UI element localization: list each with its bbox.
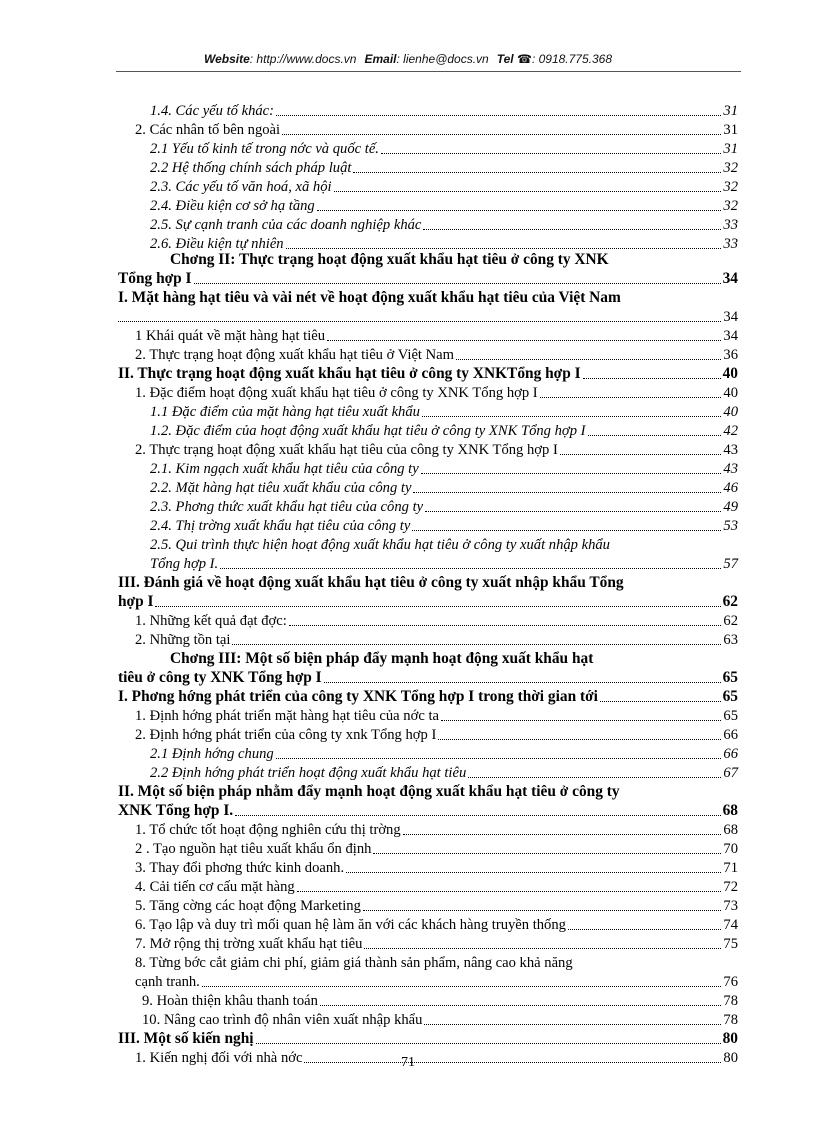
- toc-entry[interactable]: 4. Cải tiến cơ cấu mặt hàng 72: [135, 879, 738, 895]
- toc-entry[interactable]: 2.5. Sự cạnh tranh của các doanh nghiệp khác 33: [150, 217, 738, 233]
- toc-entry[interactable]: 2 . Tạo nguồn hạt tiêu xuất khẩu ổn định 70: [135, 841, 738, 857]
- toc-entry[interactable]: 2.6. Điều kiện tự nhiên 33: [150, 236, 738, 252]
- toc-entry[interactable]: 2.3. Phơng thức xuất khẩu hạt tiêu của công ty 49: [150, 499, 738, 515]
- toc-section-title: II. Một số biện pháp nhằm đẩy mạnh hoạt động xuất khẩu hạt tiêu ở công ty: [118, 783, 620, 800]
- tel-value: : 0918.775.368: [531, 52, 613, 66]
- toc-entry[interactable]: 2. Thực trạng hoạt động xuất khẩu hạt tiêu của công ty XNK Tổng hợp I 43: [135, 442, 738, 458]
- toc-entry[interactable]: Tổng hợp I 34: [118, 270, 738, 287]
- email-label: Email: [364, 52, 397, 66]
- toc-entry[interactable]: 2.2 Định hớng phát triển hoạt động xuất khẩu hạt tiêu 67: [150, 765, 738, 781]
- toc-section-title: I. Mặt hàng hạt tiêu và vài nét về hoạt động xuất khẩu hạt tiêu của Việt Nam: [118, 289, 621, 306]
- website-value: : http://www.docs.vn: [249, 52, 357, 66]
- toc-entry[interactable]: cạnh tranh. 76: [135, 974, 738, 990]
- toc-entry[interactable]: tiêu ở công ty XNK Tổng hợp I 65: [118, 669, 738, 686]
- toc-entry[interactable]: 2. Những tồn tại 63: [135, 632, 738, 648]
- toc-entry[interactable]: 1.1 Đặc điểm của mặt hàng hạt tiêu xuất khẩu 40: [150, 404, 738, 420]
- toc-chapter-title: Chơng III: Một số biện pháp đẩy mạnh hoạt động xuất khẩu hạt: [170, 650, 594, 667]
- toc-entry[interactable]: hợp I 62: [118, 593, 738, 610]
- tel-label: Tel: [496, 52, 514, 66]
- toc-entry-line1: 8. Từng bớc cắt giảm chi phí, giảm giá thành sản phẩm, nâng cao khả năng: [135, 955, 573, 971]
- toc-entry[interactable]: 1.4. Các yếu tố khác: 31: [150, 103, 738, 119]
- toc-entry[interactable]: 2. Thực trạng hoạt động xuất khẩu hạt tiêu ở Việt Nam 36: [135, 347, 738, 363]
- toc-entry[interactable]: 1. Những kết quả đạt đợc: 62: [135, 613, 738, 629]
- toc-entry[interactable]: 1. Đặc điểm hoạt động xuất khẩu hạt tiêu ở công ty XNK Tổng hợp I 40: [135, 385, 738, 401]
- toc-entry[interactable]: 1.2. Đặc điểm của hoạt động xuất khẩu hạt tiêu ở công ty XNK Tổng hợp I 42: [150, 423, 738, 439]
- toc-entry[interactable]: 6. Tạo lập và duy trì mối quan hệ làm ăn với các khách hàng truyền thống 74: [135, 917, 738, 933]
- toc-entry[interactable]: 2.2 Hệ thống chính sách pháp luật 32: [150, 160, 738, 176]
- phone-icon: ☎: [516, 52, 532, 66]
- toc-entry[interactable]: 1. Tổ chức tốt hoạt động nghiên cứu thị trờng 68: [135, 822, 738, 838]
- toc-entry[interactable]: 5. Tăng cờng các hoạt động Marketing 73: [135, 898, 738, 914]
- toc-chapter-title: Chơng II: Thực trạng hoạt động xuất khẩu hạt tiêu ở công ty XNK: [170, 251, 609, 268]
- toc-entry[interactable]: 1 Khái quát về mặt hàng hạt tiêu 34: [135, 328, 738, 344]
- toc-entry[interactable]: 3. Thay đổi phơng thức kinh doanh. 71: [135, 860, 738, 876]
- toc-entry[interactable]: 1. Định hớng phát triển mặt hàng hạt tiêu của nớc ta 65: [135, 708, 738, 724]
- header-rule: [116, 71, 741, 72]
- toc-entry[interactable]: II. Thực trạng hoạt động xuất khẩu hạt tiêu ở công ty XNKTổng hợp I 40: [118, 365, 738, 382]
- toc-entry[interactable]: 34: [118, 308, 738, 326]
- toc-entry[interactable]: 9. Hoàn thiện khâu thanh toán 78: [142, 993, 738, 1009]
- toc-entry[interactable]: 1. Kiến nghị đối với nhà nớc 80: [135, 1050, 738, 1066]
- toc-entry[interactable]: 10. Nâng cao trình độ nhân viên xuất nhập khẩu 78: [142, 1012, 738, 1028]
- toc-entry[interactable]: 2. Định hớng phát triển của công ty xnk Tổng hợp I 66: [135, 727, 738, 743]
- email-value: : lienhe@docs.vn: [396, 52, 489, 66]
- toc-entry[interactable]: 2.1 Định hớng chung 66: [150, 746, 738, 762]
- toc-entry[interactable]: 2.1. Kim ngạch xuất khẩu hạt tiêu của công ty 43: [150, 461, 738, 477]
- toc-entry[interactable]: Tổng hợp I. 57: [150, 556, 738, 572]
- toc-entry[interactable]: 2.3. Các yếu tố văn hoá, xã hội 32: [150, 179, 738, 195]
- page-number: 71: [401, 1055, 415, 1070]
- toc-section-title: III. Đánh giá về hoạt động xuất khẩu hạt tiêu ở công ty xuất nhập khẩu Tổng: [118, 574, 624, 591]
- toc-entry-line1: 2.5. Qui trình thực hiện hoạt động xuất khẩu hạt tiêu ở công ty xuất nhập khẩu: [150, 537, 610, 553]
- toc-entry[interactable]: 7. Mở rộng thị trờng xuất khẩu hạt tiêu 75: [135, 936, 738, 952]
- toc-entry[interactable]: III. Một số kiến nghị 80: [118, 1030, 738, 1047]
- toc-entry[interactable]: 2. Các nhân tố bên ngoài 31: [135, 122, 738, 138]
- toc-entry[interactable]: XNK Tổng hợp I. 68: [118, 802, 738, 819]
- toc-entry[interactable]: 2.4. Thị trờng xuất khẩu hạt tiêu của công ty 53: [150, 518, 738, 534]
- toc-entry[interactable]: I. Phơng hớng phát triển của công ty XNK Tổng hợp I trong thời gian tới 65: [118, 688, 738, 705]
- website-label: Website: [203, 52, 250, 66]
- toc-entry[interactable]: 2.1 Yếu tố kinh tế trong nớc và quốc tế. 31: [150, 141, 738, 157]
- toc-entry[interactable]: 2.2. Mặt hàng hạt tiêu xuất khẩu của công ty 46: [150, 480, 738, 496]
- page-header: [0, 52, 816, 66]
- toc-entry[interactable]: 2.4. Điều kiện cơ sở hạ tầng 32: [150, 198, 738, 214]
